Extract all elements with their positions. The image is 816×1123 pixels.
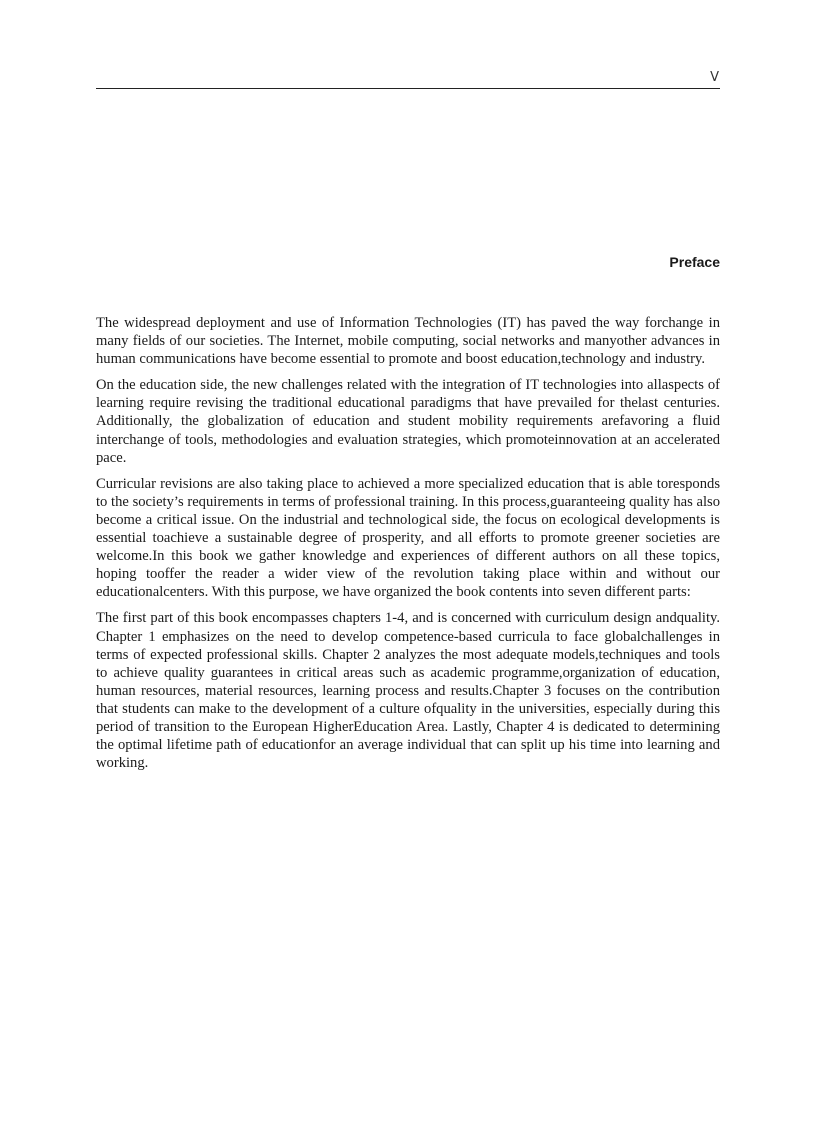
header-rule <box>96 88 720 89</box>
paragraph: The widespread deployment and use of Information Technologies (IT) has paved the way forchange in many fields of our societies. The Internet, mobile computing, social networks and manyother advances in human communications have become essential to promote and boost education,technology and industry. <box>96 315 720 368</box>
paragraph: Curricular revisions are also taking place to achieved a more specialized education that is able toresponds to the society’s requirements in terms of professional training. In this process,guaranteeing quality has also become a critical issue. On the industrial and technological side, the focus on ecological developments is essential toachieve a sustainable degree of prosperity, and all efforts to promote greener societies are welcome.In this book we gather knowledge and experiences of different authors on all these topics, hoping tooffer the reader a wider view of the revolution taking place within and without our educationalcenters. With this purpose, we have organized the book contents into seven different parts: <box>96 475 720 601</box>
paragraph: On the education side, the new challenges related with the integration of IT technologies into allaspects of learning require revising the traditional educational paradigms that have prevailed for thelast centuries. Additionally, the globalization of education and student mobility requirements arefavoring a fluid interchange of tools, methodologies and evaluation strategies, which promoteinnovation at an accelerated pace. <box>96 377 720 466</box>
paragraph: The first part of this book encompasses chapters 1-4, and is concerned with curriculum design andquality. Chapter 1 emphasizes on the need to develop competence-based curricula to face globalchallenges in terms of expected professional skills. Chapter 2 analyzes the most adequate models,techniques and tools to achieve quality guarantees in critical areas such as academic programme,organization of education, human resources, material resources, learning process and results.Chapter 3 focuses on the contribution that students can make to the development of a culture ofquality in the universities, especially during this period of transition to the European HigherEducation Area. Lastly, Chapter 4 is dedicated to determining the optimal lifetime path of educationfor an average individual that can split up his time into learning and working. <box>96 610 720 772</box>
preface-body <box>96 314 720 780</box>
page-number: V <box>710 70 719 85</box>
section-title: Preface <box>669 254 720 270</box>
